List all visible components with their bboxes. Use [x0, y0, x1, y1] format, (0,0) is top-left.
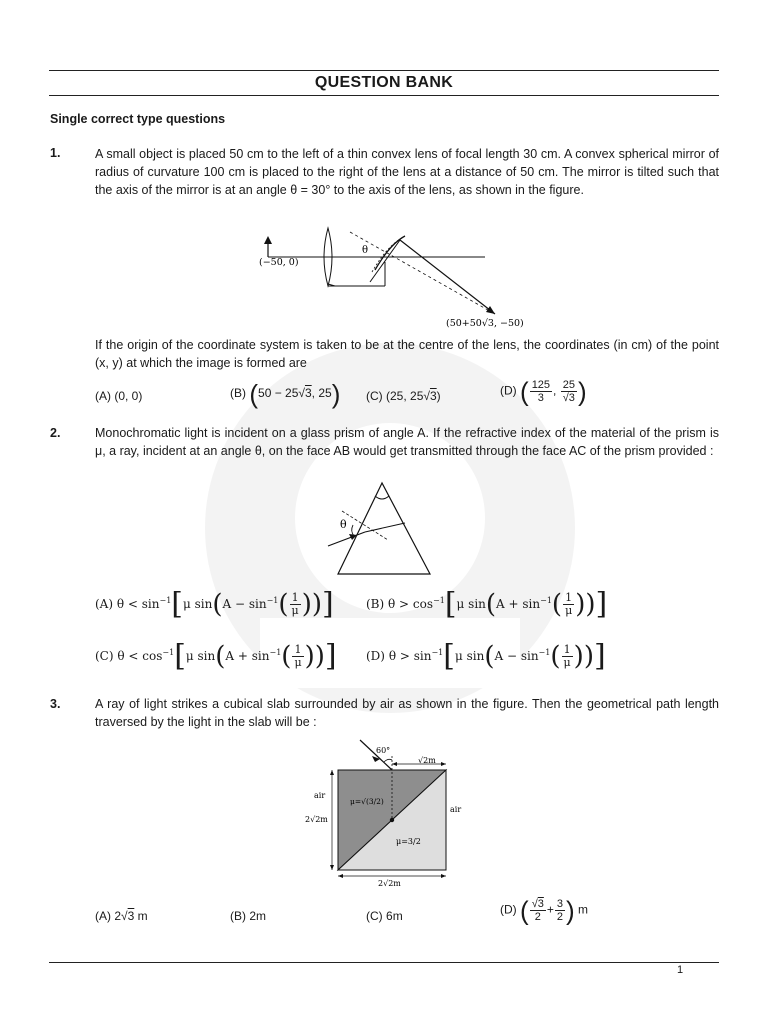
footer-rule — [49, 962, 719, 963]
option-b: (B) 2m — [230, 909, 267, 923]
question-text: A ray of light strikes a cubical slab surrounded by air as shown in the figure. Then the geometrical path length traversed by the light in the slab will be : — [95, 697, 719, 729]
option-c: (C) $\theta < \cos^{-1}[\mu$ $\sin(A + \sin^{-1}$( $\frac{1}{\mu}$ ))] — [95, 638, 337, 674]
lens-mirror-figure — [250, 222, 530, 332]
option-a: (A) 2√3 m — [95, 909, 148, 923]
bottom-length-label: 2√2m — [378, 879, 401, 888]
slab-figure — [300, 738, 470, 890]
question-number: 2. — [50, 426, 61, 440]
mu-lower-label: μ=3/2 — [396, 837, 421, 846]
top-rule — [49, 70, 719, 71]
option-d: (D) ( $\frac{√3}{2}$ + $\frac{3}{2}$ ) m — [500, 895, 589, 926]
question-text-continued: If the origin of the coordinate system is taken to be at the centre of the lens, the coordinates (in cm) of the point (x, y) at which the image is formed are — [95, 338, 719, 370]
option-d: (D) ( $\frac{125}{3}$ , $\frac{25}{√3}$ ) — [500, 376, 587, 407]
prism-figure — [320, 478, 440, 578]
incident-ray — [328, 532, 365, 546]
side-length-label: 2√2m — [305, 815, 328, 824]
question-number: 3. — [50, 697, 61, 711]
option-a: (A) (0, 0) — [95, 389, 143, 403]
option-b: (B) (50 − 25√3, 25) — [230, 379, 341, 409]
mu-upper-label: μ=√(3/2) — [350, 797, 384, 806]
question-text: Monochromatic light is incident on a glass prism of angle A. If the refractive index of the material of the prism is μ, a ray, incident at an angle θ, on the face AB would get transmitted through the face AC of the prism provided : — [95, 426, 719, 458]
theta-label: θ — [362, 245, 369, 256]
page-title: QUESTION BANK — [314, 74, 454, 91]
option-c: (C) 6m — [366, 909, 403, 923]
point-coordinate-label: (50+50√3, −50) — [446, 318, 524, 329]
section-heading: Single correct type questions — [50, 112, 226, 126]
question-number: 1. — [50, 146, 61, 160]
incident-ray — [360, 740, 392, 770]
option-c: (C) (25, 25√3) — [366, 389, 441, 403]
right-air-label: air — [450, 805, 462, 814]
page-number: 1 — [677, 964, 684, 976]
question-text: A small object is placed 50 cm to the left of a thin convex lens of focal length 30 cm. A convex spherical mirror of radius of curvature 100 cm is placed to the right of the lens at a distance of 50 cm. The mirror is tilted such that the axis of the mirror is at an angle θ = 30° to the axis of the lens, as shown in the figure. — [95, 147, 719, 197]
top-width-label: √2m — [418, 756, 436, 765]
option-d: (D) $\theta > \sin^{-1}[\mu$ $\sin(A - \sin^{-1}$( $\frac{1}{\mu}$ ))] — [366, 638, 606, 674]
mirror-axis — [350, 232, 495, 314]
object-coordinate-label: (−50, 0) — [259, 257, 299, 268]
option-a: (A) $\theta < \sin^{-1}[\mu$ $\sin(A - \sin^{-1}$( $\frac{1}{\mu}$ ))] — [95, 586, 334, 622]
left-air-label: air — [314, 791, 326, 800]
angle-label: 60° — [376, 746, 391, 755]
theta-label: θ — [340, 518, 347, 531]
option-b: (B) $\theta > \cos^{-1}[\mu$ $\sin(A + \sin^{-1}$( $\frac{1}{\mu}$ ))] — [366, 586, 608, 622]
normal-line — [342, 511, 388, 540]
title-rule — [49, 95, 719, 96]
